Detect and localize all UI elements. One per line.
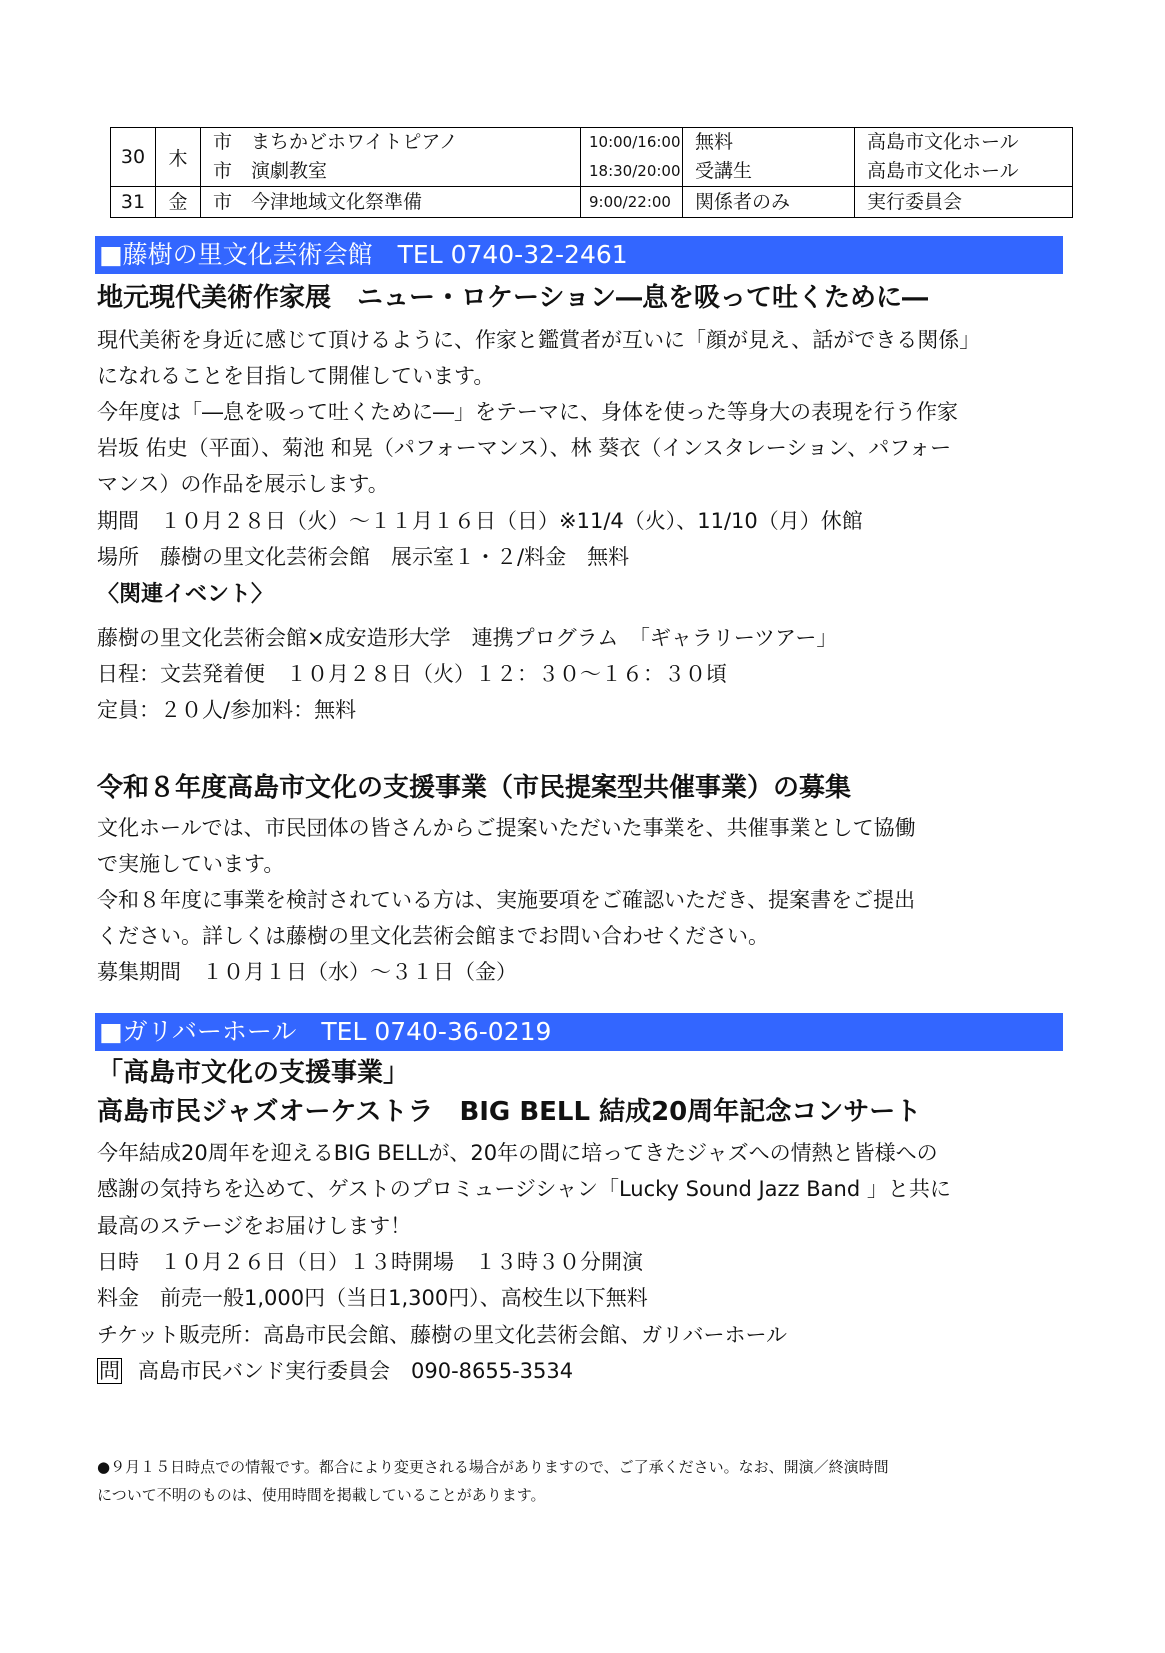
time-cell <box>581 187 683 218</box>
event-venue: 実行委員会 <box>867 191 963 213</box>
event-venue: 高島市文化ホール <box>867 131 1019 153</box>
fee-cell <box>683 128 855 187</box>
body-line: 期間 １０月２８日（火）～１１月１６日（日）※11/4（火）、11/10（月）休館 <box>97 509 863 533</box>
section-title: 地元現代美術作家展 ニュー・ロケーション―息を吸って吐くために― <box>97 283 928 313</box>
table-row <box>111 128 1073 187</box>
body-line: 募集期間 １０月１日（水）～３１日（金） <box>97 960 517 984</box>
venue-cell <box>855 187 1073 218</box>
body-line: 岩坂 佑史（平面）、菊池 和晃（パフォーマンス）、林 葵衣（インスタレーション、パフォー <box>97 436 952 460</box>
event-name: 市 まちかどホワイトピアノ <box>213 131 458 153</box>
time-cell <box>581 128 683 187</box>
event-name: 市 今津地域文化祭準備 <box>213 191 423 213</box>
event-venue: 高島市文化ホール <box>867 160 1019 182</box>
event-fee: 受講生 <box>695 160 753 182</box>
body-line: 日時 １０月２６日（日）１３時開場 １３時３０分開演 <box>97 1250 643 1274</box>
body-line: 藤樹の里文化芸術会館×成安造形大学 連携プログラム 「ギャラリーツアー」 <box>97 626 838 650</box>
body-line: 現代美術を身近に感じて頂けるように、作家と鑑賞者が互いに「顔が見え、話ができる関係」 <box>97 328 981 352</box>
schedule-table <box>110 127 1073 218</box>
event-time: 18:30/20:00 <box>589 162 681 180</box>
body-line: 料金 前売一般1,000円（当日1,300円）、高校生以下無料 <box>97 1286 648 1310</box>
fee-cell <box>683 187 855 218</box>
footer-note: ●９月１５日時点での情報です。都合により変更される場合がありますので、ご了承ください。なお、開演／終演時間 <box>97 1458 889 1476</box>
weekday-cell: 木 <box>156 128 201 187</box>
table-row <box>111 187 1073 218</box>
body-line: 最高のステージをお届けします！ <box>97 1214 412 1238</box>
contact-info: 高島市民バンド実行委員会 090-8655-3534 <box>138 1359 574 1383</box>
body-line: チケット販売所：高島市民会館、藤樹の里文化芸術会館、ガリバーホール <box>97 1323 788 1347</box>
body-line: ください。詳しくは藤樹の里文化芸術会館までお問い合わせください。 <box>97 924 769 948</box>
event-time: 10:00/16:00 <box>589 133 681 151</box>
body-line: 令和８年度に事業を検討されている方は、実施要項をご確認いただき、提案書をご提出 <box>97 888 916 912</box>
body-line: マンス）の作品を展示します。 <box>97 472 389 496</box>
weekday-cell: 金 <box>156 187 201 218</box>
event-cell <box>201 128 581 187</box>
contact-line <box>97 1356 573 1386</box>
section-subtitle: 「高島市文化の支援事業」 <box>97 1058 410 1088</box>
body-line: 今年結成20周年を迎えるBIG BELLが、20年の間に培ってきたジャズへの情熱と皆様への <box>97 1141 938 1165</box>
event-fee: 無料 <box>695 131 734 153</box>
day-cell: 31 <box>111 187 156 218</box>
section-header-gulliver: ■ガリバーホール TEL 0740-36-0219 <box>95 1013 1063 1051</box>
body-line: になれることを目指して開催しています。 <box>97 364 495 388</box>
body-line: で実施しています。 <box>97 852 285 876</box>
event-fee: 関係者のみ <box>695 191 791 213</box>
body-line: 今年度は「―息を吸って吐くために―」をテーマに、身体を使った等身大の表現を行う作家 <box>97 400 958 424</box>
body-line: 文化ホールでは、市民団体の皆さんからご提案いただいた事業を、共催事業として協働 <box>97 816 916 840</box>
body-line: 定員：２０人/参加料：無料 <box>97 698 357 722</box>
section-title: 高島市民ジャズオーケストラ BIG BELL 結成20周年記念コンサート <box>97 1097 922 1127</box>
body-line: 日程：文芸発着便 １０月２８日（火）１２：３０～１６：３０頃 <box>97 662 727 686</box>
related-events-heading: 〈関連イベント〉 <box>97 582 274 607</box>
section-header-touju: ■藤樹の里文化芸術会館 TEL 0740-32-2461 <box>95 236 1063 274</box>
event-name: 市 演劇教室 <box>213 160 328 182</box>
inquiry-mark: 問 <box>99 1359 120 1383</box>
venue-cell <box>855 128 1073 187</box>
footer-note: について不明のものは、使用時間を掲載していることがあります。 <box>97 1486 546 1504</box>
event-time: 9:00/22:00 <box>589 193 671 211</box>
event-cell <box>201 187 581 218</box>
section-title: 令和８年度高島市文化の支援事業（市民提案型共催事業）の募集 <box>97 773 852 803</box>
body-line: 感謝の気持ちを込めて、ゲストのプロミュージシャン「Lucky Sound Jazz Band 」と共に <box>97 1177 951 1201</box>
body-line: 場所 藤樹の里文化芸術会館 展示室１・２/料金 無料 <box>97 545 630 569</box>
day-cell: 30 <box>111 128 156 187</box>
